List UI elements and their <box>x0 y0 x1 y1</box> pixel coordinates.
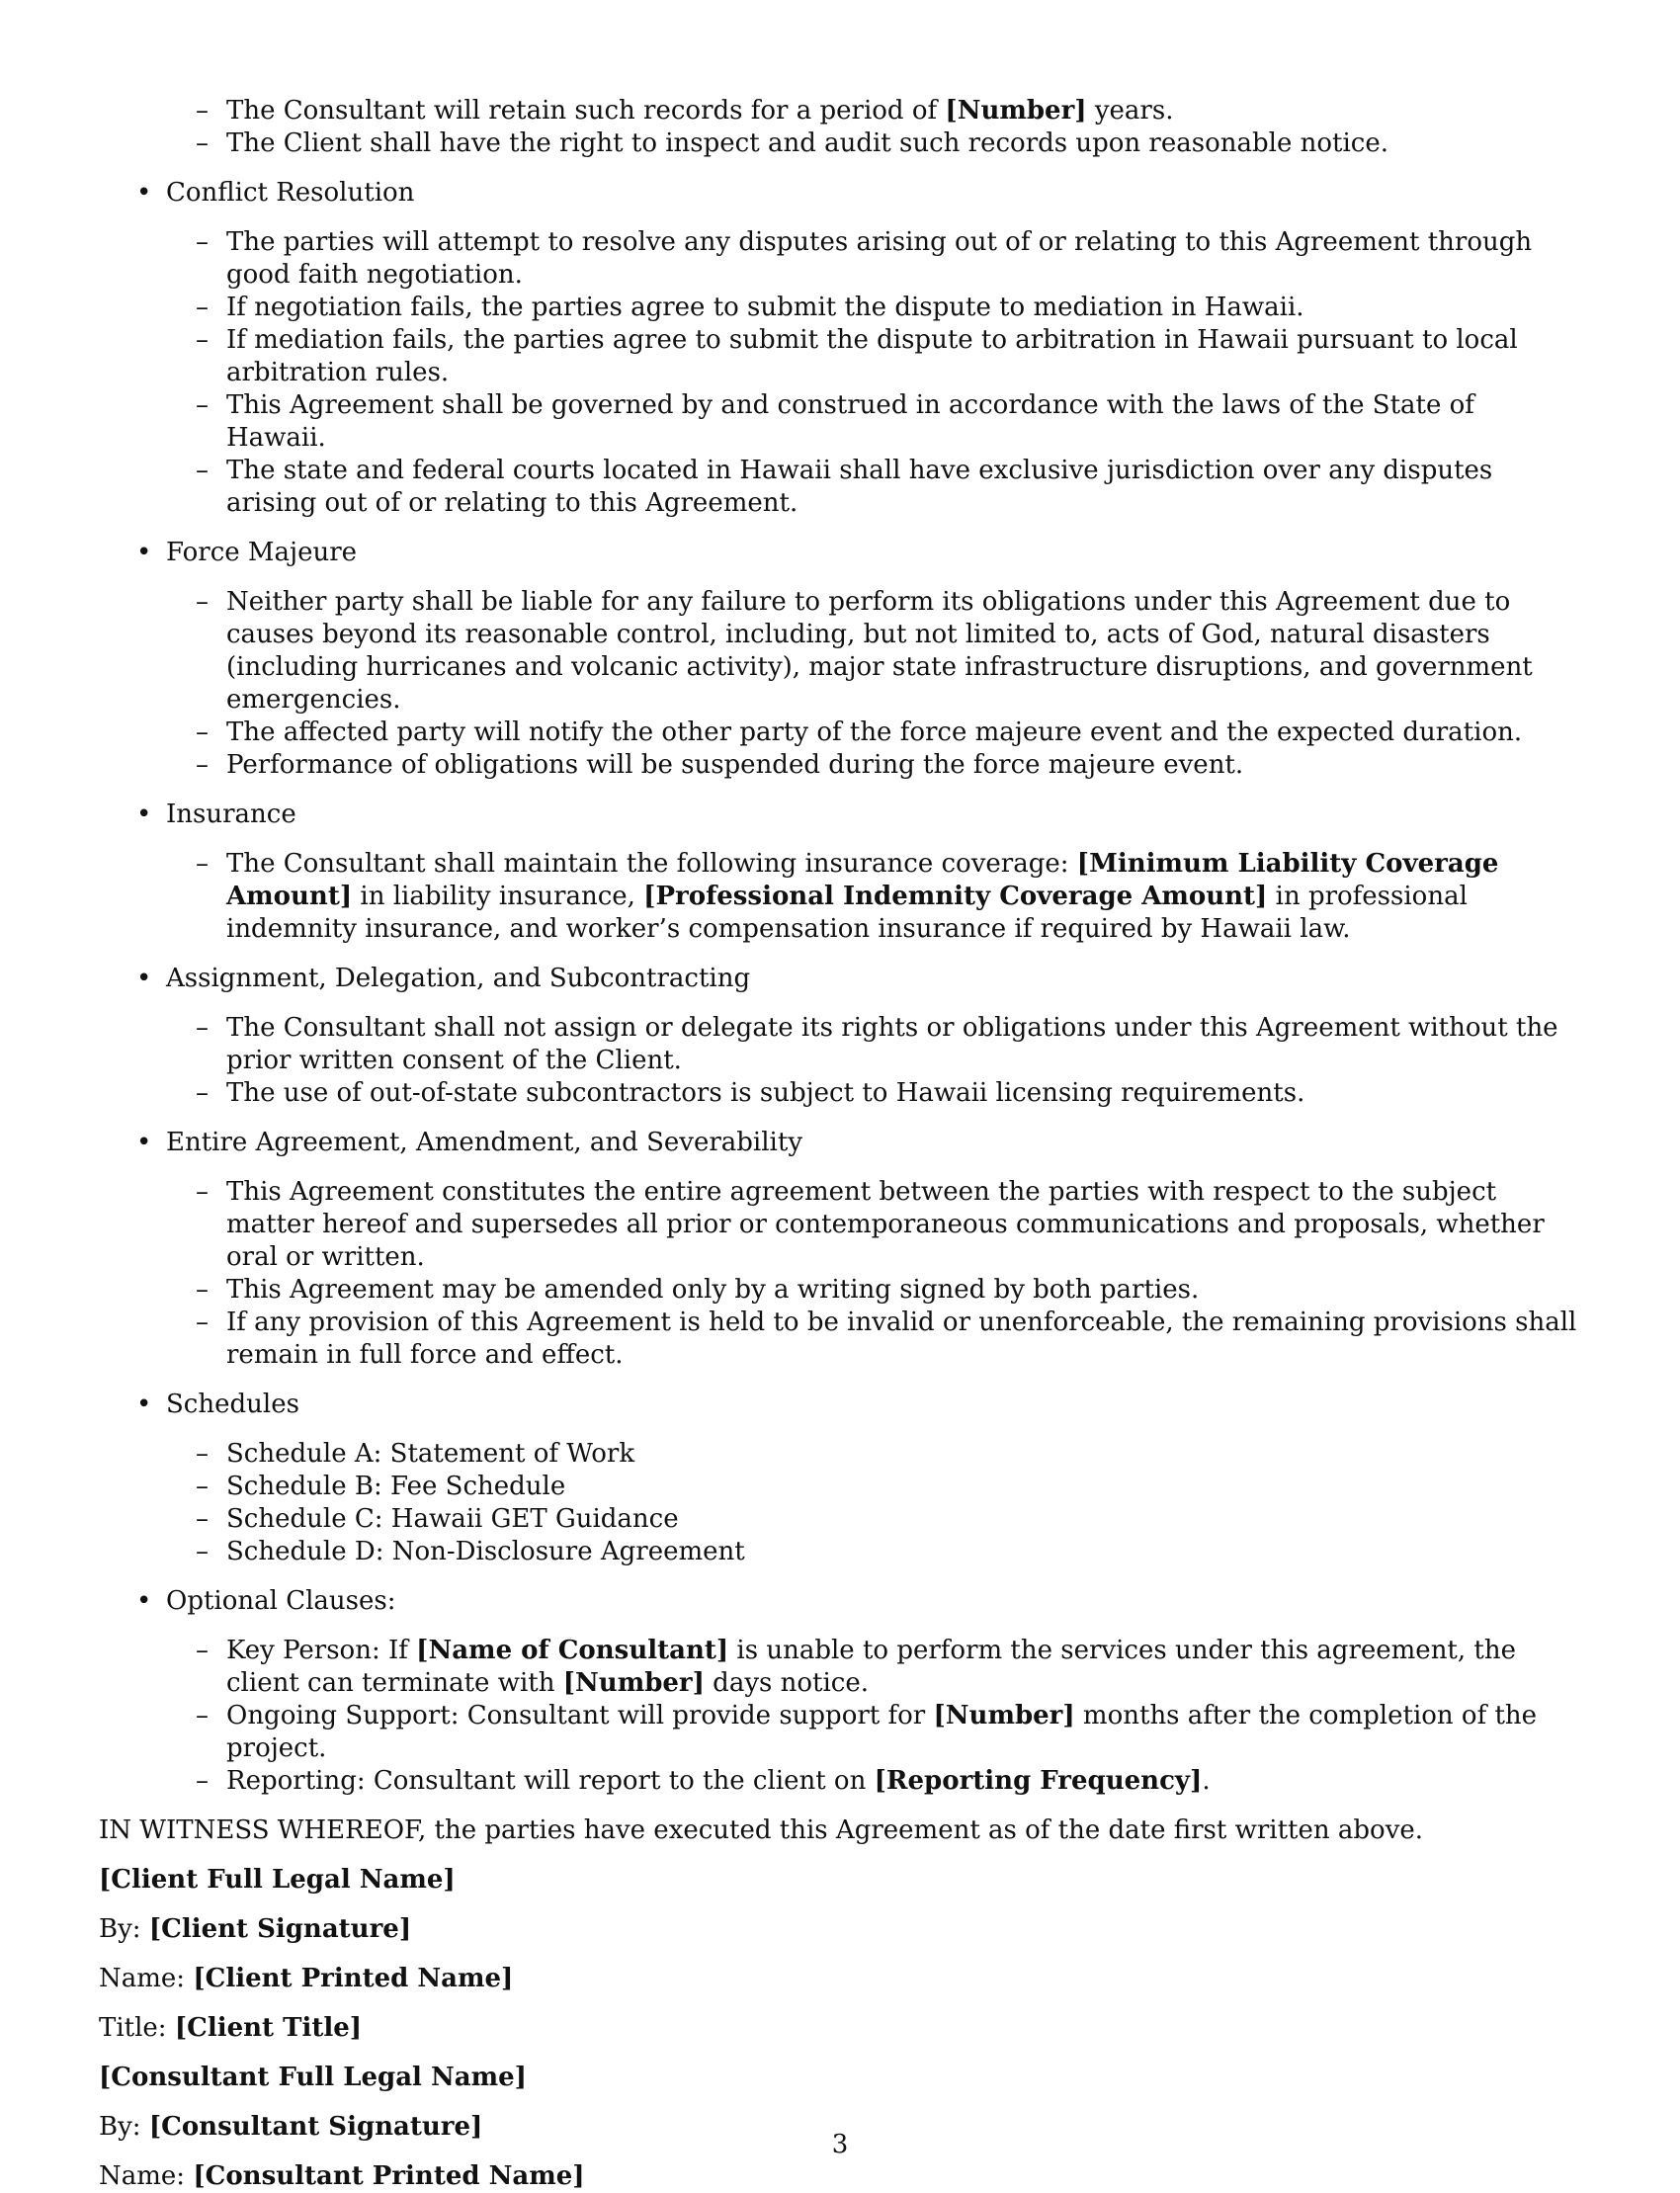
section-item <box>99 963 1581 1110</box>
section-sublist <box>99 226 1581 520</box>
section-title: • Optional Clauses: <box>99 1585 1581 1618</box>
text-run: This Agreement may be amended only by a writing signed by both parties. <box>226 1275 1200 1305</box>
signature-line <box>99 2160 1581 2193</box>
text-run: months after the completion of the project. <box>226 1701 1538 1763</box>
document-page <box>99 95 1581 2193</box>
section-item <box>99 1389 1581 1568</box>
text-run: is unable to perform the services under this agreement, the client can terminate with <box>226 1636 1516 1698</box>
text-run: The affected party will notify the other party of the force majeure event and the expected duration. <box>226 717 1523 747</box>
text-run: Schedule B: Fee Schedule <box>226 1472 566 1501</box>
text-run: This Agreement shall be governed by and construed in accordance with the laws of the State of Hawaii. <box>226 390 1474 453</box>
sub-item <box>99 848 1581 946</box>
signature-placeholder: [Client Full Legal Name] <box>99 1865 456 1895</box>
page-number: 3 <box>831 2130 849 2159</box>
signature-placeholder: [Consultant Full Legal Name] <box>99 2063 527 2092</box>
section-title: • Assignment, Delegation, and Subcontracting <box>99 963 1581 995</box>
section-title: • Conflict Resolution <box>99 177 1581 210</box>
signature-line <box>99 2062 1581 2094</box>
sub-item <box>99 1765 1581 1798</box>
text-run: The state and federal courts located in Hawaii shall have exclusive jurisdiction over any disputes arising out of or relating to this Agreement. <box>226 456 1493 518</box>
text-run: Performance of obligations will be suspended during the force majeure event. <box>226 750 1244 780</box>
section-title: • Force Majeure <box>99 537 1581 569</box>
sub-item <box>99 749 1581 782</box>
text-run: If any provision of this Agreement is held to be invalid or unenforceable, the remaining provisions shall remain in full force and effect. <box>226 1307 1577 1370</box>
placeholder-field: [Number] <box>945 96 1087 126</box>
text-run: in professional indemnity insurance, and worker’s compensation insurance if required by Hawaii law. <box>226 882 1468 944</box>
sub-item <box>99 1471 1581 1503</box>
text-run: This Agreement constitutes the entire agreement between the parties with respect to the subject matter hereof and supersedes all prior or contemporaneous communications and proposals, whether oral or written. <box>226 1177 1545 1272</box>
signature-placeholder: [Client Printed Name] <box>193 1964 514 1993</box>
sub-item <box>99 1176 1581 1274</box>
signature-label: By: <box>99 2112 149 2142</box>
text-run: in liability insurance, <box>352 882 644 911</box>
text-run: Reporting: Consultant will report to the client on <box>226 1766 875 1796</box>
signature-placeholder: [Client Title] <box>174 2013 363 2043</box>
section-sublist <box>99 1438 1581 1568</box>
text-run: Schedule D: Non-Disclosure Agreement <box>226 1537 745 1566</box>
text-run: If negotiation fails, the parties agree to submit the dispute to mediation in Hawaii. <box>226 293 1304 322</box>
signature-line <box>99 1963 1581 1995</box>
placeholder-field: [Reporting Frequency] <box>874 1766 1203 1796</box>
section-item <box>99 177 1581 520</box>
placeholder-field: [Name of Consultant] <box>416 1636 729 1665</box>
sub-item <box>99 1012 1581 1077</box>
signature-placeholder: [Client Signature] <box>148 1914 412 1944</box>
sub-item <box>99 127 1581 160</box>
section-sublist <box>99 1635 1581 1798</box>
placeholder-field: [Number] <box>562 1668 705 1698</box>
section-item <box>99 1127 1581 1372</box>
text-run: The parties will attempt to resolve any disputes arising out of or relating to this Agreement through good faith negotiation. <box>226 227 1533 290</box>
sub-item <box>99 1438 1581 1471</box>
section-title: • Schedules <box>99 1389 1581 1421</box>
section-item <box>99 537 1581 782</box>
section-item <box>99 799 1581 946</box>
text-run: Ongoing Support: Consultant will provide support for <box>226 1701 934 1730</box>
signature-line <box>99 2012 1581 2045</box>
section-list <box>99 177 1581 1798</box>
text-run: The Consultant shall maintain the following insurance coverage: <box>226 849 1077 879</box>
section-item <box>99 1585 1581 1798</box>
signature-placeholder: [Consultant Printed Name] <box>193 2161 585 2191</box>
text-run: The use of out-of-state subcontractors is subject to Hawaii licensing requirements. <box>226 1078 1305 1108</box>
text-run: The Client shall have the right to inspect and audit such records upon reasonable notice. <box>226 128 1388 158</box>
signature-label: Name: <box>99 1964 194 1993</box>
placeholder-field: [Number] <box>933 1701 1075 1730</box>
text-run: Neither party shall be liable for any failure to perform its obligations under this Agreement due to causes beyond its reasonable control, including, but not limited to, acts of God, natural disasters (including hurricanes and volcanic activity), major state infrastructure disruptions, and government emergencies. <box>226 587 1533 715</box>
text-run: Schedule A: Statement of Work <box>226 1439 635 1469</box>
section-sublist <box>99 1176 1581 1372</box>
text-run: years. <box>1086 96 1174 126</box>
signature-label: By: <box>99 1914 149 1944</box>
section-sublist <box>99 586 1581 782</box>
section-sublist <box>99 848 1581 946</box>
placeholder-field: [Minimum Liability Coverage Amount] <box>226 849 1499 911</box>
text-run: The Consultant will retain such records for a period of <box>226 96 946 126</box>
text-run: If mediation fails, the parties agree to submit the dispute to arbitration in Hawaii pursuant to local arbitration rules. <box>226 325 1518 387</box>
sub-item <box>99 1635 1581 1700</box>
sub-item <box>99 1307 1581 1372</box>
sub-item <box>99 586 1581 717</box>
sub-item <box>99 1700 1581 1765</box>
text-run: days notice. <box>704 1668 870 1698</box>
sub-item <box>99 717 1581 749</box>
sub-item <box>99 1077 1581 1110</box>
signature-line <box>99 1864 1581 1897</box>
section-sublist <box>99 1012 1581 1110</box>
signature-label: Name: <box>99 2161 194 2191</box>
signature-label: Title: <box>99 2013 175 2043</box>
sub-item <box>99 1274 1581 1307</box>
sub-item <box>99 1536 1581 1568</box>
section-title: • Insurance <box>99 799 1581 831</box>
records-sublist <box>99 95 1581 160</box>
text-run: Key Person: If <box>226 1636 417 1665</box>
sub-item <box>99 95 1581 127</box>
witness-statement: IN WITNESS WHEREOF, the parties have executed this Agreement as of the date first written above. <box>99 1815 1424 1845</box>
signature-line <box>99 1913 1581 1946</box>
placeholder-field: [Professional Indemnity Coverage Amount] <box>643 882 1268 911</box>
section-title: • Entire Agreement, Amendment, and Severability <box>99 1127 1581 1159</box>
sub-item <box>99 292 1581 324</box>
sub-item <box>99 1503 1581 1536</box>
sub-item <box>99 324 1581 389</box>
sub-item <box>99 389 1581 455</box>
sub-item <box>99 455 1581 520</box>
signature-placeholder: [Consultant Signature] <box>148 2112 483 2142</box>
text-run: . <box>1202 1766 1211 1796</box>
sub-item <box>99 226 1581 292</box>
text-run: The Consultant shall not assign or delegate its rights or obligations under this Agreement without the prior written consent of the Client. <box>226 1013 1558 1075</box>
text-run: Schedule C: Hawaii GET Guidance <box>226 1504 679 1534</box>
